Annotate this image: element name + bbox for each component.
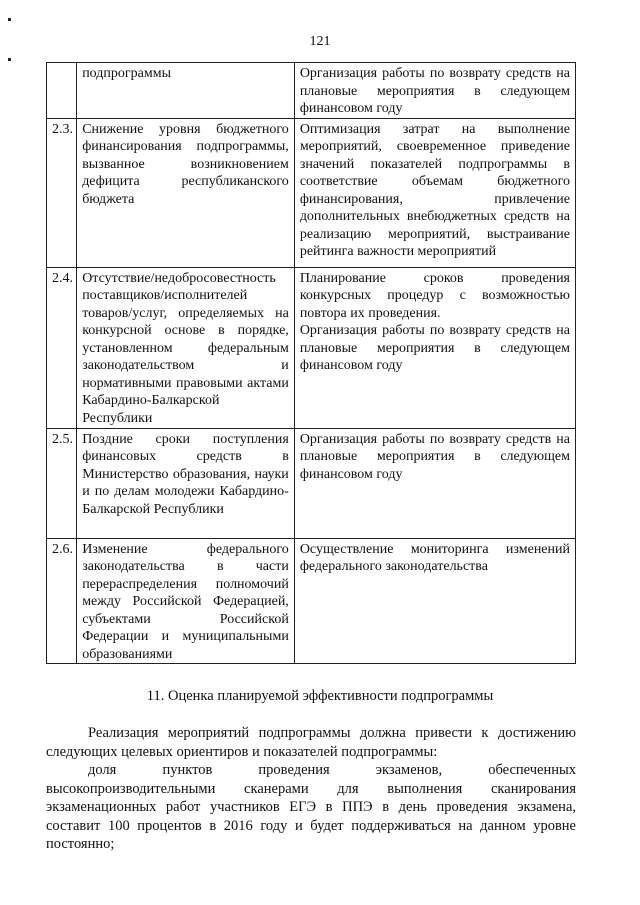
page-number: 121 [309, 34, 331, 49]
table-row [47, 538, 576, 664]
risk-description: Отсутствие/недобросовестность поставщиков/исполнителей товаров/услуг, определяемых на конкурсной основе в порядке, установленном федеральным законодательством и нормативными правовыми актами Кабардино-Балкарской Республики [77, 267, 295, 428]
risk-measures: Оптимизация затрат на выполнение мероприятий, своевременное приведение значений показателей подпрограммы в соответствие объемам бюджетного финансирования, привлечение дополнительных внебюджетных средств на реализацию мероприятий, выстраивание рейтинга важности мероприятий [294, 118, 575, 267]
row-number [47, 63, 77, 119]
risk-description: Поздние сроки поступления финансовых средств в Министерство образования, науки и по делам молодежи Кабардино-Балкарской Республики [77, 428, 295, 538]
body-paragraph: Реализация мероприятий подпрограммы должна привести к достижению следующих целевых ориентиров и показателей подпрограммы: [46, 725, 576, 760]
risk-description: Снижение уровня бюджетного финансирования подпрограммы, вызванное возникновением дефицита республиканского бюджета [77, 118, 295, 267]
row-number: 2.6. [47, 538, 77, 664]
scan-mark [8, 18, 11, 21]
row-number: 2.5. [47, 428, 77, 538]
table-row [47, 63, 576, 119]
table-row [47, 267, 576, 428]
section-title: 11. Оценка планируемой эффективности подпрограммы [146, 688, 494, 704]
body-paragraph: доля пунктов проведения экзаменов, обеспеченных высокопроизводительными сканерами для выполнения сканирования экзаменационных работ участников ЕГЭ в ППЭ в день проведения экзамена, составит 100 процентов в 2016 году и будет поддерживаться на данном уровне постоянно; [46, 762, 576, 852]
section-body [46, 724, 576, 854]
risk-description: подпрограммы [77, 63, 295, 119]
risk-measures: Организация работы по возврату средств на плановые мероприятия в следующем финансовом году [294, 428, 575, 538]
risk-description: Изменение федерального законодательства в части перераспределения полномочий между Российской Федерацией, субъектами Российской Федерации и муниципальными образованиями [77, 538, 295, 664]
risk-measures: Планирование сроков проведения конкурсных процедур с возможностью повтора их проведения. Организация работы по возврату средств на плановые мероприятия в следующем финансовом году [294, 267, 575, 428]
row-number: 2.4. [47, 267, 77, 428]
risk-measures: Организация работы по возврату средств на плановые мероприятия в следующем финансовом году [294, 63, 575, 119]
table-row [47, 428, 576, 538]
risk-measures: Осуществление мониторинга изменений федерального законодательства [294, 538, 575, 664]
risk-measures-table [46, 62, 576, 664]
table-row [47, 118, 576, 267]
scan-mark [8, 58, 11, 61]
row-number: 2.3. [47, 118, 77, 267]
